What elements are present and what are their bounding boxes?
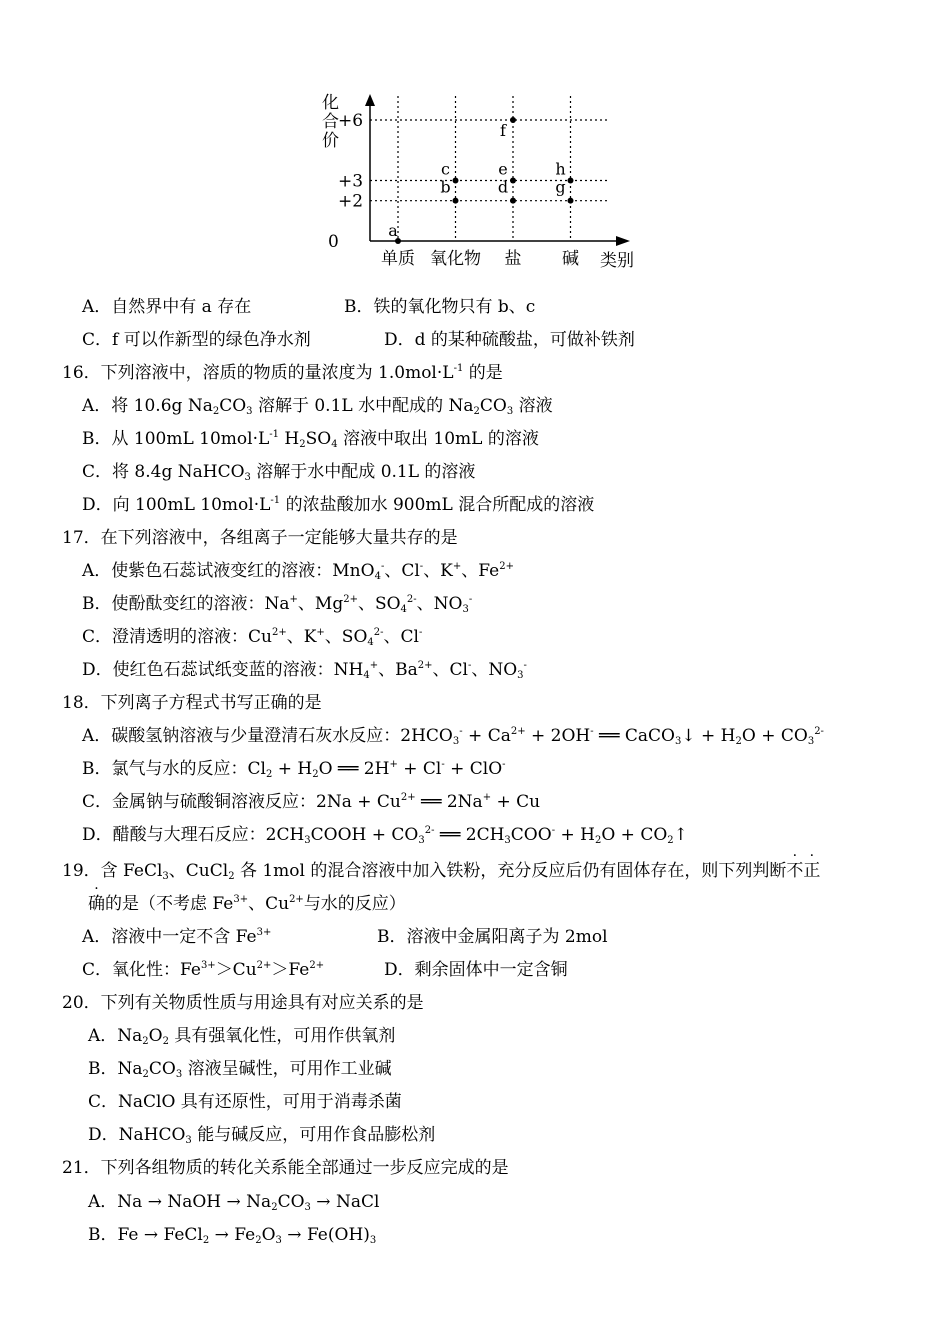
point-label-d: d <box>497 177 509 197</box>
valence-category-chart <box>310 86 650 276</box>
q17-option-a: A．使紫色石蕊试液变红的溶液：MnO$_4$-、Cl-、K+、$Fe^{2+}$ <box>82 561 514 582</box>
q15-option-d: D．d 的某种硫酸盐，可做补铁剂 <box>384 330 635 350</box>
q18-option-b: B．氯气与水的反应：$Cl_2 + H_2O$ ══ 2H+ + Cl- + ClO- <box>82 759 506 780</box>
q20-option-b: B．$Na_2CO_3$ 溶液呈碱性，可用作工业碱 <box>88 1059 392 1080</box>
point-d <box>510 198 516 204</box>
point-g <box>568 198 574 204</box>
q18-option-c: C．金属钠与硫酸铜溶液反应：$2Na + Cu^{2+}$ ══ 2Na+ + Cu <box>82 792 541 812</box>
q21-stem: 21．下列各组物质的转化关系能全部通过一步反应完成的是 <box>62 1158 509 1178</box>
q21-option-a: A．Na → NaOH → $Na_2CO_3$ → NaCl <box>88 1192 380 1213</box>
point-label-f: f <box>500 121 506 140</box>
q16-stem: 16．下列溶液中，溶质的物质的量浓度为 $1.0mol\cdot L^{-1}$ 的是 <box>62 363 503 383</box>
q16-option-c: C．将 8.4g NaHCO$_3$ 溶解于水中配成 0.1L 的溶液 <box>82 462 476 483</box>
point-c <box>453 178 459 184</box>
x-tick-label: 碱 <box>562 249 579 269</box>
q19-option-c: C．氧化性：$Fe^{3+}>Cu^{2+}>Fe^{2+}$ <box>82 960 325 980</box>
q16-option-b: B．从 100mL $10mol\cdot L^{-1}$ $H_2SO_4$ 溶液中取出 10mL 的溶液 <box>82 429 539 450</box>
y-axis-arrow <box>365 94 375 106</box>
q19-option-b: B．溶液中金属阳离子为 2mol <box>377 927 608 947</box>
q17-option-b: B．使酚酞变红的溶液：Na+、$Mg^{2+}$、$SO_4^{2-}$、$NO_3^-$ <box>82 594 473 615</box>
q19-stem-line2: 确的是（不考虑 $Fe^{3+}$、$Cu^{2+}$与水的反应） <box>88 894 406 914</box>
q15-option-c: C．f 可以作新型的绿色净水剂 <box>82 330 311 350</box>
q20-option-a: A．$Na_2O_2$ 具有强氧化性，可用作供氧剂 <box>88 1026 396 1047</box>
q17-option-c: C．澄清透明的溶液：$Cu^{2+}$、K+、$SO_4^{2-}$、Cl- <box>82 627 423 648</box>
q19-stem: 19．含 FeCl$_3$、CuCl$_2$ 各 1mol 的混合溶液中加入铁粉，充分反应后仍有固体存在，则下列判断不正 <box>62 861 821 882</box>
y-axis-label-char1: 化 <box>322 93 339 113</box>
y-tick-label: 0 <box>328 232 339 252</box>
q18-option-a: A．碳酸氢钠溶液与少量澄清石灰水反应：$2HCO_3^- + Ca^{2+} + 2OH^-$ ══ CaCO$_3$↓ + $H_2O + CO_3^{2-}$ <box>82 726 824 747</box>
q15-option-a: A．自然界中有 a 存在 <box>82 297 252 317</box>
point-label-e: e <box>498 159 508 179</box>
q20-option-d: D．NaHCO$_3$ 能与碱反应，可用作食品膨松剂 <box>88 1125 436 1146</box>
y-axis-label-char3: 价 <box>322 131 339 151</box>
point-f <box>510 117 516 123</box>
q20-stem: 20．下列有关物质性质与用途具有对应关系的是 <box>62 993 424 1013</box>
point-label-b: b <box>440 177 451 197</box>
x-axis-arrow <box>616 236 630 246</box>
point-e <box>510 178 516 184</box>
q17-stem: 17．在下列溶液中，各组离子一定能够大量共存的是 <box>62 528 458 548</box>
point-label-c: c <box>441 159 450 179</box>
q15-option-b: B．铁的氧化物只有 b、c <box>344 297 536 317</box>
y-tick-label: +3 <box>338 171 364 192</box>
point-h <box>568 178 574 184</box>
x-axis-label: 类别 <box>600 251 634 271</box>
q16-option-d: D．向 100mL $10mol\cdot L^{-1}$ 的浓盐酸加水 900mL 混合所配成的溶液 <box>82 495 595 515</box>
q16-option-a: A．将 10.6g $Na_2CO_3$ 溶解于 0.1L 水中配成的 $Na_2CO_3$ 溶液 <box>82 396 553 417</box>
x-tick-labels <box>381 249 579 269</box>
q18-stem: 18．下列离子方程式书写正确的是 <box>62 693 322 713</box>
y-tick-label: +2 <box>338 191 364 212</box>
q17-option-d: D．使红色石蕊试纸变蓝的溶液：$NH_4^+$、$Ba^{2+}$、Cl-、$NO_3^-$ <box>82 660 527 681</box>
x-tick-label: 单质 <box>381 249 415 269</box>
q20-option-c: C．NaClO 具有还原性，可用于消毒杀菌 <box>88 1092 402 1112</box>
x-tick-label: 氧化物 <box>430 249 481 269</box>
y-axis-label-char2: 合 <box>322 112 339 132</box>
point-label-a: a <box>388 221 398 240</box>
q18-option-d: D．醋酸与大理石反应：$2CH_3COOH + CO_3^{2-}$ ══ $2CH_3COO^- + H_2O$ + $CO_2↑$ <box>82 825 688 846</box>
q19-option-a: A．溶液中一定不含 $Fe^{3+}$ <box>82 927 272 947</box>
chart-grid <box>370 96 610 241</box>
x-tick-label: 盐 <box>504 249 522 269</box>
q21-option-b: B．Fe → FeCl$_2$ → $Fe_2O_3 \to Fe(OH)_3$ <box>88 1225 377 1246</box>
point-label-g: g <box>555 177 566 197</box>
y-tick-label: +6 <box>338 111 364 131</box>
point-label-h: h <box>555 159 566 179</box>
point-b <box>453 198 459 204</box>
q19-option-d: D．剩余固体中一定含铜 <box>384 960 568 980</box>
